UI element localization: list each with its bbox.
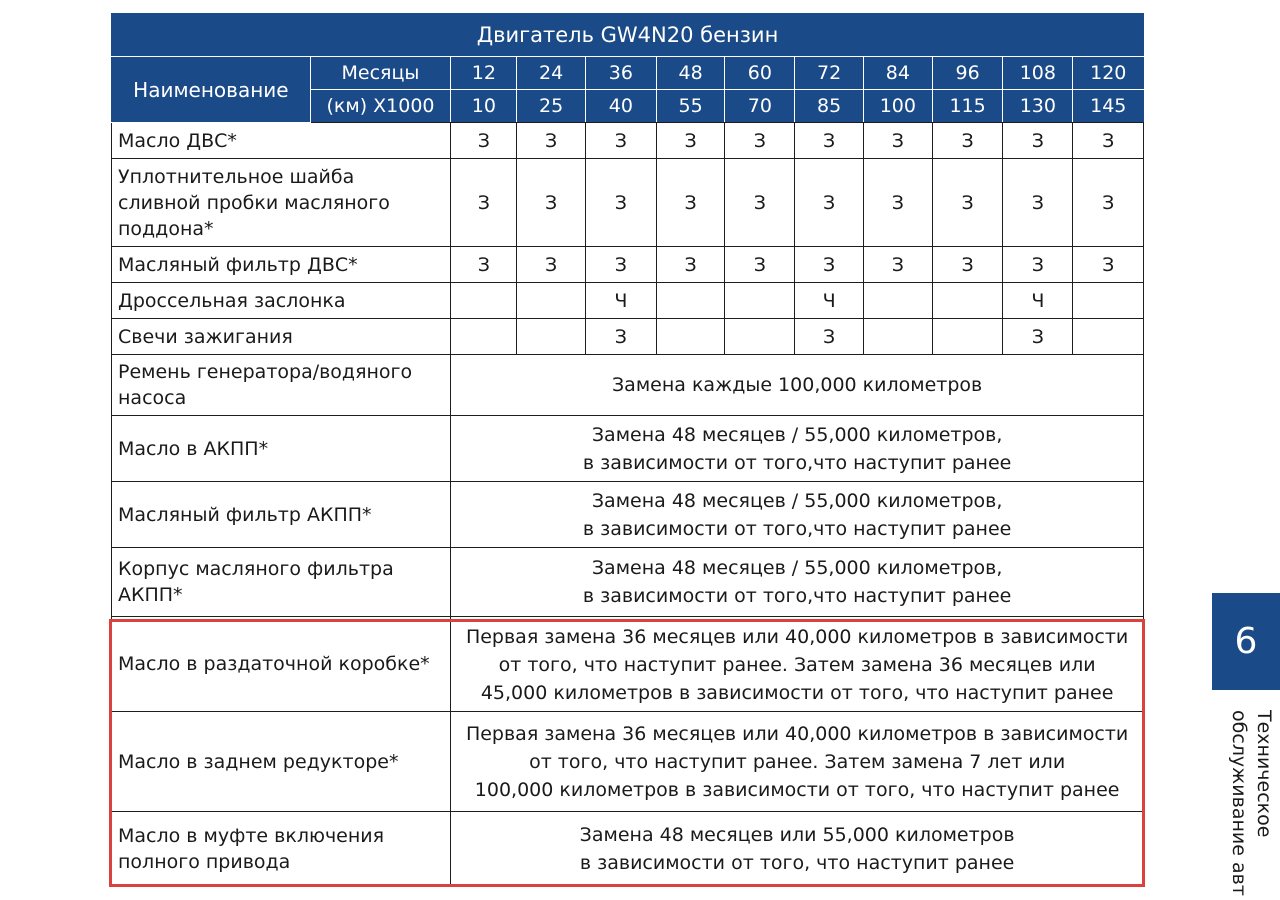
value-cell (517, 319, 585, 355)
item-name: Масло в раздаточной коробке* (112, 617, 451, 712)
value-cell: З (1073, 159, 1144, 247)
note-line: Замена 48 месяцев / 55,000 километров, (591, 423, 1003, 446)
value-cell (932, 283, 1002, 319)
value-cell: З (795, 247, 863, 283)
table-row (112, 482, 1144, 548)
chapter-title-line: обслуживание авт (1228, 710, 1250, 896)
note-line: в зависимости от того,что наступит ранее (582, 517, 1012, 540)
item-name: Масло в АКПП* (112, 416, 451, 482)
table-row (112, 812, 1144, 886)
value-cell: З (656, 159, 724, 247)
note-line: Первая замена 36 месяцев или 40,000 километров в зависимости (465, 723, 1129, 745)
km-cell: 145 (1073, 90, 1144, 123)
table-row (112, 123, 1144, 159)
months-label: Месяцы (310, 57, 451, 90)
value-cell: З (795, 159, 863, 247)
interval-note (451, 617, 1144, 712)
value-cell: З (656, 123, 724, 159)
item-name: Масло в муфте включения полного привода (112, 812, 451, 886)
table-row (112, 712, 1144, 812)
interval-note (451, 812, 1144, 886)
chapter-title-line: Техническое (1253, 710, 1275, 838)
value-cell: З (795, 123, 863, 159)
value-cell: З (1003, 247, 1073, 283)
value-cell: З (725, 159, 795, 247)
km-cell: 55 (656, 90, 724, 123)
value-cell: З (451, 123, 517, 159)
value-cell (1073, 319, 1144, 355)
month-cell: 60 (725, 57, 795, 90)
value-cell (725, 319, 795, 355)
value-cell: З (517, 247, 585, 283)
note-line: 100,000 километров в зависимости от того, что наступит ранее (474, 779, 1120, 801)
value-cell: Ч (1003, 283, 1073, 319)
value-cell: З (795, 319, 863, 355)
note-line: Замена 48 месяцев или 55,000 километров (579, 823, 1015, 846)
note-line: 45,000 километров в зависимости от того, что наступит ранее (480, 681, 1114, 704)
value-cell: З (585, 247, 656, 283)
value-cell: З (585, 319, 656, 355)
note-line: в зависимости от того,что наступит ранее (582, 451, 1012, 474)
value-cell: З (1073, 247, 1144, 283)
table-row (112, 355, 1144, 416)
value-cell: З (932, 123, 1002, 159)
item-name: Масляный фильтр ДВС* (112, 247, 451, 283)
value-cell (517, 283, 585, 319)
table-row (112, 548, 1144, 617)
table-row (112, 617, 1144, 712)
interval-note: Замена каждые 100,000 километров (451, 355, 1144, 416)
km-cell: 70 (725, 90, 795, 123)
value-cell: З (451, 247, 517, 283)
name-column-header: Наименование (112, 57, 311, 123)
interval-note (451, 712, 1144, 812)
value-cell (863, 319, 932, 355)
month-cell: 24 (517, 57, 585, 90)
km-cell: 25 (517, 90, 585, 123)
month-cell: 96 (932, 57, 1002, 90)
value-cell: З (1003, 123, 1073, 159)
value-cell (1073, 283, 1144, 319)
km-cell: 115 (932, 90, 1002, 123)
value-cell: З (517, 159, 585, 247)
item-name: Масло ДВС* (112, 123, 451, 159)
table-row (112, 319, 1144, 355)
value-cell (656, 319, 724, 355)
value-cell: Ч (795, 283, 863, 319)
maintenance-schedule-table (111, 13, 1144, 886)
note-line: Замена 48 месяцев / 55,000 километров, (591, 557, 1003, 579)
value-cell: З (656, 247, 724, 283)
table-row (112, 159, 1144, 247)
value-cell: З (932, 159, 1002, 247)
note-line: в зависимости от того,что наступит ранее (582, 585, 1012, 607)
value-cell: З (585, 159, 656, 247)
table-body (112, 123, 1144, 886)
item-name: Свечи зажигания (112, 319, 451, 355)
month-cell: 120 (1073, 57, 1144, 90)
value-cell: З (863, 247, 932, 283)
value-cell: З (451, 159, 517, 247)
note-line: Первая замена 36 месяцев или 40,000 километров в зависимости (465, 625, 1129, 648)
value-cell: З (863, 159, 932, 247)
value-cell (656, 283, 724, 319)
km-cell: 100 (863, 90, 932, 123)
interval-note (451, 416, 1144, 482)
chapter-tab (1212, 593, 1280, 690)
table-header (112, 14, 1144, 123)
month-cell: 48 (656, 57, 724, 90)
value-cell: З (863, 123, 932, 159)
month-cell: 12 (451, 57, 517, 90)
value-cell: З (725, 247, 795, 283)
value-cell (451, 283, 517, 319)
note-line: от того, что наступит ранее. Затем замена 7 лет или (529, 751, 1066, 773)
value-cell: З (932, 247, 1002, 283)
chapter-title (1226, 710, 1276, 896)
value-cell: З (1003, 319, 1073, 355)
value-cell (863, 283, 932, 319)
item-name: Уплотнительное шайба сливной пробки масляного поддона* (112, 159, 451, 247)
interval-note (451, 548, 1144, 617)
note-line: Замена 48 месяцев / 55,000 километров, (591, 489, 1003, 512)
value-cell: З (725, 123, 795, 159)
value-cell: Ч (585, 283, 656, 319)
item-name: Корпус масляного фильтра АКПП* (112, 548, 451, 617)
chapter-number: 6 (1234, 621, 1258, 662)
km-cell: 40 (585, 90, 656, 123)
month-cell: 84 (863, 57, 932, 90)
month-cell: 36 (585, 57, 656, 90)
km-label: (км) X1000 (310, 90, 451, 123)
value-cell (451, 319, 517, 355)
value-cell (725, 283, 795, 319)
item-name: Дроссельная заслонка (112, 283, 451, 319)
value-cell: З (517, 123, 585, 159)
table-title: Двигатель GW4N20 бензин (112, 14, 1144, 57)
value-cell: З (585, 123, 656, 159)
table-row (112, 283, 1144, 319)
note-line: от того, что наступит ранее. Затем замена 36 месяцев или (498, 653, 1096, 676)
month-cell: 72 (795, 57, 863, 90)
item-name: Масляный фильтр АКПП* (112, 482, 451, 548)
value-cell: З (1073, 123, 1144, 159)
item-name: Масло в заднем редукторе* (112, 712, 451, 812)
table-row (112, 247, 1144, 283)
item-name: Ремень генератора/водяного насоса (112, 355, 451, 416)
table-row (112, 416, 1144, 482)
note-line: в зависимости от того, что наступит ранее (579, 851, 1015, 874)
value-cell (932, 319, 1002, 355)
interval-note (451, 482, 1144, 548)
value-cell: З (1003, 159, 1073, 247)
km-cell: 85 (795, 90, 863, 123)
month-cell: 108 (1003, 57, 1073, 90)
km-cell: 10 (451, 90, 517, 123)
km-cell: 130 (1003, 90, 1073, 123)
